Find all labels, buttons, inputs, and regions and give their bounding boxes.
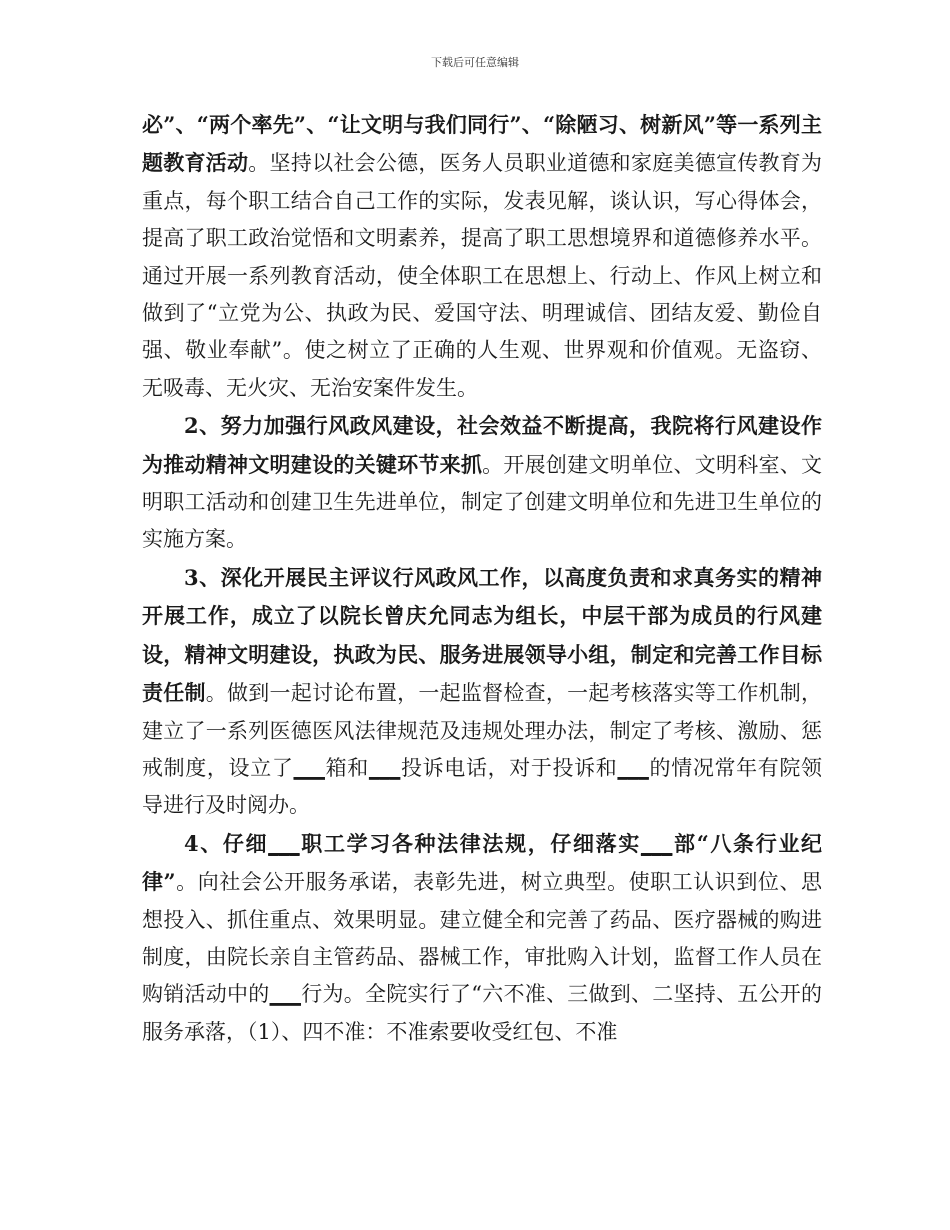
paragraph-1-text: 。坚持以社会公德，医务人员职业道德和家庭美德宣传教育为重点，每个职工结合自己工作的实际，发表见解，谈认识，写心得体会，提高了职工政治觉悟和文明素养，提高了职工思想境界和道德修养水平。通过开展一系列教育活动，使全体职工在思想上、行动上、作风上树立和做到了“立党为公、执政为民、爱国守法、明理诚信、团结友爱、勤俭自强、敬业奉献”。使之树立了正确的人生观、世界观和价值观。无盗窃、无吸毒、无火灾、无治安案件发生。: [142, 151, 823, 400]
blank-field: ___: [293, 755, 325, 780]
paragraph-4-text-a: 。向社会公开服务承诺，表彰先进，树立典型。使职工认识到位、思想投入、抓住重点、效果明显。建立健全和完善了药品、医疗器械的购进制度，由院长亲自主管药品、器械工作，审批购入计划，监督工作人员在购销活动中的: [142, 870, 822, 1007]
blank-field: ___: [617, 755, 649, 780]
blank-field: ___: [368, 755, 401, 780]
paragraph-2: [142, 407, 822, 559]
paragraph-4-bold-b: 职工学习各种法律法规，仔细落实: [299, 830, 641, 856]
paragraph-1: [142, 106, 822, 407]
paragraph-3-text-d: 的情况常年有院领导进行及时阅办。: [142, 755, 823, 818]
paragraph-4-bold-c: 部“八条行业纪律”: [142, 830, 822, 895]
document-body: [142, 106, 822, 1051]
paragraph-1-bold: 必”、“两个率先”、“让文明与我们同行”、“除陋习、树新风”等一系列主题教育活动: [142, 112, 822, 176]
paragraph-3-bold: 3、深化开展民主评议行风政风工作，以高度负责和求真务实的精神开展工作，成立了以院长曾庆允同志为组长，中层干部为成员的行风建设，精神文明建设，执政为民、服务进展领导小组，制定和完善工作目标责任制: [142, 564, 822, 706]
paragraph-2-bold: 2、努力加强行风政风建设，社会效益不断提高，我院将行风建设作为推动精神文明建设的关键环节来抓: [142, 413, 822, 477]
page-header: 下载后可任意编辑: [431, 56, 519, 69]
paragraph-2-text: 。开展创建文明单位、文明科室、文明职工活动和创建卫生先进单位，制定了创建文明单位和先进卫生单位的实施方案。: [142, 452, 823, 552]
paragraph-3-text-b: 箱和: [324, 755, 369, 780]
blank-field: ___: [640, 830, 673, 856]
blank-field: ___: [268, 830, 300, 856]
paragraph-4: [142, 825, 822, 1051]
paragraph-4-bold-a: 4、仔细: [184, 830, 269, 856]
paragraph-3-text-c: 投诉电话，对于投诉和: [400, 755, 618, 780]
paragraph-3: [142, 559, 822, 825]
paragraph-3-text-a: 。做到一起讨论布置，一起监督检查，一起考核落实等工作机制，建立了一系列医德医风法律规范及违规处理办法，制定了考核、激励、惩戒制度，设立了: [142, 681, 823, 780]
paragraph-4-text-b: 行为。全院实行了“六不准、三做到、二坚持、五公开的服务承落，（1）、四不准：不准索要收受红包、不准: [142, 982, 823, 1044]
blank-field: ___: [269, 982, 302, 1007]
